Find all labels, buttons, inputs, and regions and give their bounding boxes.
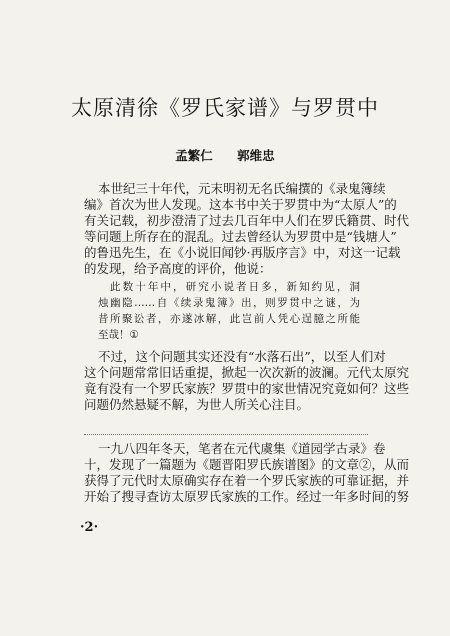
body-text-line: 开始了搜寻查访太原罗氏家族的工作。经过一年多时间的努 bbox=[84, 489, 410, 504]
body-text-line: 等问题上所存在的混乱。过去曾经认为罗贯中是“钱塘人” bbox=[84, 229, 397, 244]
body-text-line: 问题仍然悬疑不解，为世人所关心注目。 bbox=[84, 397, 310, 412]
article-title: 太原清徐《罗氏家谱》与罗贯中 bbox=[71, 96, 379, 120]
body-text-line: 竟有没有一个罗氏家族？罗贯中的家世情况究竟如何？这些 bbox=[84, 381, 410, 396]
body-text-line: 编》首次为世人发现。这本书中关于罗贯中为“太原人”的 bbox=[84, 197, 397, 212]
quote-text-line: 至哉！① bbox=[98, 329, 139, 341]
authors-line bbox=[0, 146, 450, 164]
quote-text-line: 此数十年中，研究小说者日多，新知约见，洞 bbox=[110, 281, 360, 293]
section-divider bbox=[84, 434, 368, 435]
quote-text-line: 昔所聚讼者，亦遂冰解，此岂前人凭心逞臆之所能 bbox=[98, 313, 360, 325]
body-text-line: 这个问题常常旧话重提，掀起一次次新的波澜。元代太原究 bbox=[84, 365, 410, 380]
body-text-line: 的鲁迅先生，在《小说旧闻钞·再版序言》中，对这一记载 bbox=[84, 245, 401, 260]
body-text-line: 的发现，给予高度的评价，他说： bbox=[84, 261, 272, 276]
author-name: 孟繁仁 bbox=[175, 148, 213, 163]
body-text-line: 一九八四年冬天，笔者在元代虞集《道园学古录》卷 bbox=[98, 441, 386, 456]
body-text-line: 十，发现了一篇题为《题晋阳罗氏族谱图》的文章②，从而 bbox=[84, 457, 410, 472]
body-text-line: 有关记载，初步澄清了过去几百年中人们在罗氏籍贯、时代 bbox=[84, 213, 410, 228]
page-number: ·2· bbox=[80, 520, 99, 535]
body-text-line: 获得了元代时太原确实存在着一个罗氏家族的可靠证据，并 bbox=[84, 473, 410, 488]
body-text-line: 本世纪三十年代，元末明初无名氏编撰的《录鬼簿续 bbox=[98, 181, 386, 196]
author-name: 郭维忠 bbox=[237, 148, 275, 163]
quote-text-line: 烛幽隐……自《续录鬼簿》出，则罗贯中之谜，为 bbox=[98, 297, 360, 309]
body-text-line: 不过，这个问题其实还没有“水落石出”，以至人们对 bbox=[98, 349, 386, 364]
